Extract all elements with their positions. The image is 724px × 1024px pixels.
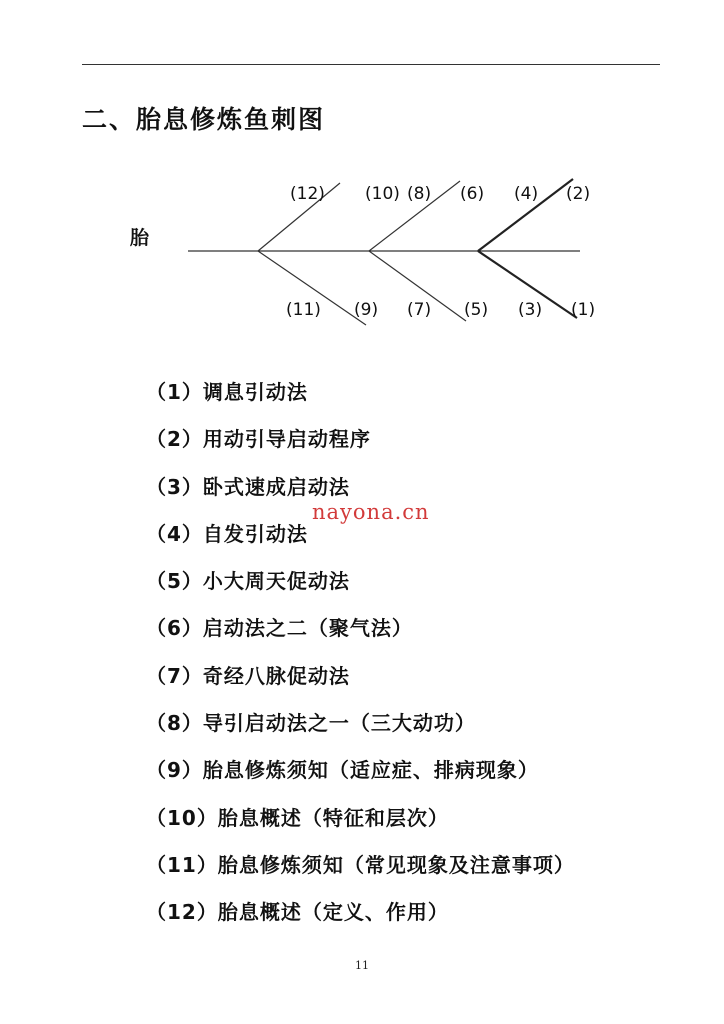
- label-4: (4): [514, 184, 539, 204]
- list-item: （2）用动引导启动程序: [146, 427, 371, 452]
- section-heading: 二、胎息修炼鱼刺图: [82, 105, 326, 134]
- label-10: (10): [365, 184, 400, 204]
- fishbone-diagram: [0, 0, 724, 360]
- list-item: （9）胎息修炼须知（适应症、排病现象）: [146, 758, 539, 783]
- list-item: （4）自发引动法: [146, 521, 308, 546]
- list-item: （1）调息引动法: [146, 380, 308, 404]
- page-number: 11: [355, 959, 369, 972]
- list-item: （7）奇经八脉促动法: [146, 663, 350, 688]
- label-8: (8): [407, 184, 432, 204]
- list-item: （6）启动法之二（聚气法）: [146, 616, 413, 641]
- method-list: [146, 376, 575, 944]
- list-item: （3）卧式速成启动法: [146, 474, 350, 499]
- diagram-head-label: 胎: [130, 227, 150, 249]
- list-item: （5）小大周天促动法: [146, 569, 350, 594]
- list-item: （10）胎息概述（特征和层次）: [146, 805, 449, 830]
- label-9: (9): [354, 300, 379, 320]
- list-item: （11）胎息修炼须知（常见现象及注意事项）: [146, 852, 575, 877]
- label-3: (3): [518, 300, 543, 320]
- watermark: nayona.cn: [312, 500, 430, 524]
- list-item: （12）胎息概述（定义、作用）: [146, 900, 449, 925]
- label-11: (11): [286, 300, 321, 320]
- list-item: （8）导引启动法之一（三大动功）: [146, 711, 476, 736]
- label-12: (12): [290, 184, 325, 204]
- label-6: (6): [460, 184, 485, 204]
- label-5: (5): [464, 300, 489, 320]
- label-2: (2): [566, 184, 591, 204]
- label-1: (1): [571, 300, 596, 320]
- label-7: (7): [407, 300, 432, 320]
